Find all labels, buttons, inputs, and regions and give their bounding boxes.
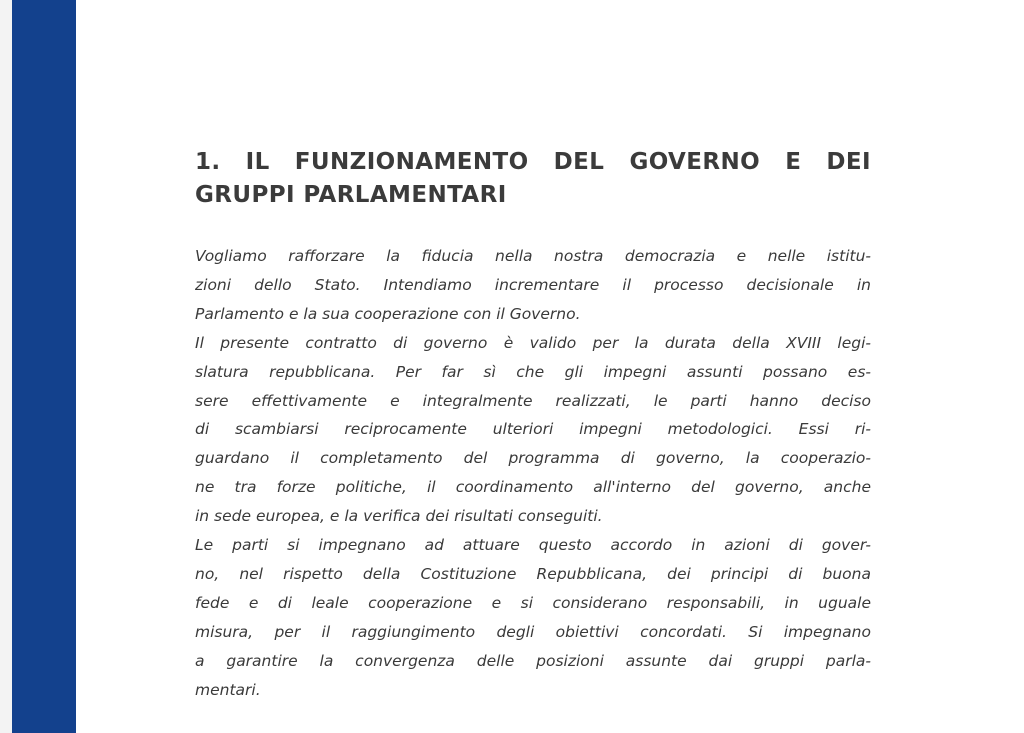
body-line: a garantire la convergenza delle posizioni assunte dai gruppi parla-	[195, 651, 871, 670]
heading-line: GRUPPI PARLAMENTARI	[195, 182, 507, 208]
left-edge-margin	[0, 0, 12, 733]
blue-sidebar-stripe	[12, 0, 76, 733]
body-line: ne tra forze politiche, il coordinamento all'interno del governo, anche	[195, 478, 871, 497]
body-line: misura, per il raggiungimento degli obiettivi concordati. Si impegnano	[195, 622, 871, 641]
body-line: no, nel rispetto della Costituzione Repubblicana, dei principi di buona	[195, 564, 871, 583]
heading-line: 1. IL FUNZIONAMENTO DEL GOVERNO E DEI	[195, 149, 871, 175]
body-line: fede e di leale cooperazione e si considerano responsabili, in uguale	[195, 593, 871, 612]
body-line: di scambiarsi reciprocamente ulteriori impegni metodologici. Essi ri-	[195, 420, 871, 439]
body-line: Parlamento e la sua cooperazione con il Governo.	[195, 304, 581, 323]
body-line: in sede europea, e la verifica dei risultati conseguiti.	[195, 507, 603, 526]
body-line: slatura repubblicana. Per far sì che gli impegni assunti possano es-	[195, 362, 871, 381]
body-line: mentari.	[195, 680, 261, 699]
body-line: guardano il completamento del programma di governo, la cooperazio-	[195, 449, 871, 468]
body-line: zioni dello Stato. Intendiamo incrementare il processo decisionale in	[195, 275, 871, 294]
section-content	[195, 146, 871, 705]
section-heading	[195, 146, 871, 212]
body-line: sere effettivamente e integralmente realizzati, le parti hanno deciso	[195, 391, 871, 410]
body-line: Vogliamo rafforzare la fiducia nella nostra democrazia e nelle istitu-	[195, 247, 871, 265]
body-line: Le parti si impegnano ad attuare questo accordo in azioni di gover-	[195, 536, 871, 555]
section-body	[195, 242, 871, 705]
body-line: Il presente contratto di governo è valido per la durata della XVIII legi-	[195, 333, 871, 352]
